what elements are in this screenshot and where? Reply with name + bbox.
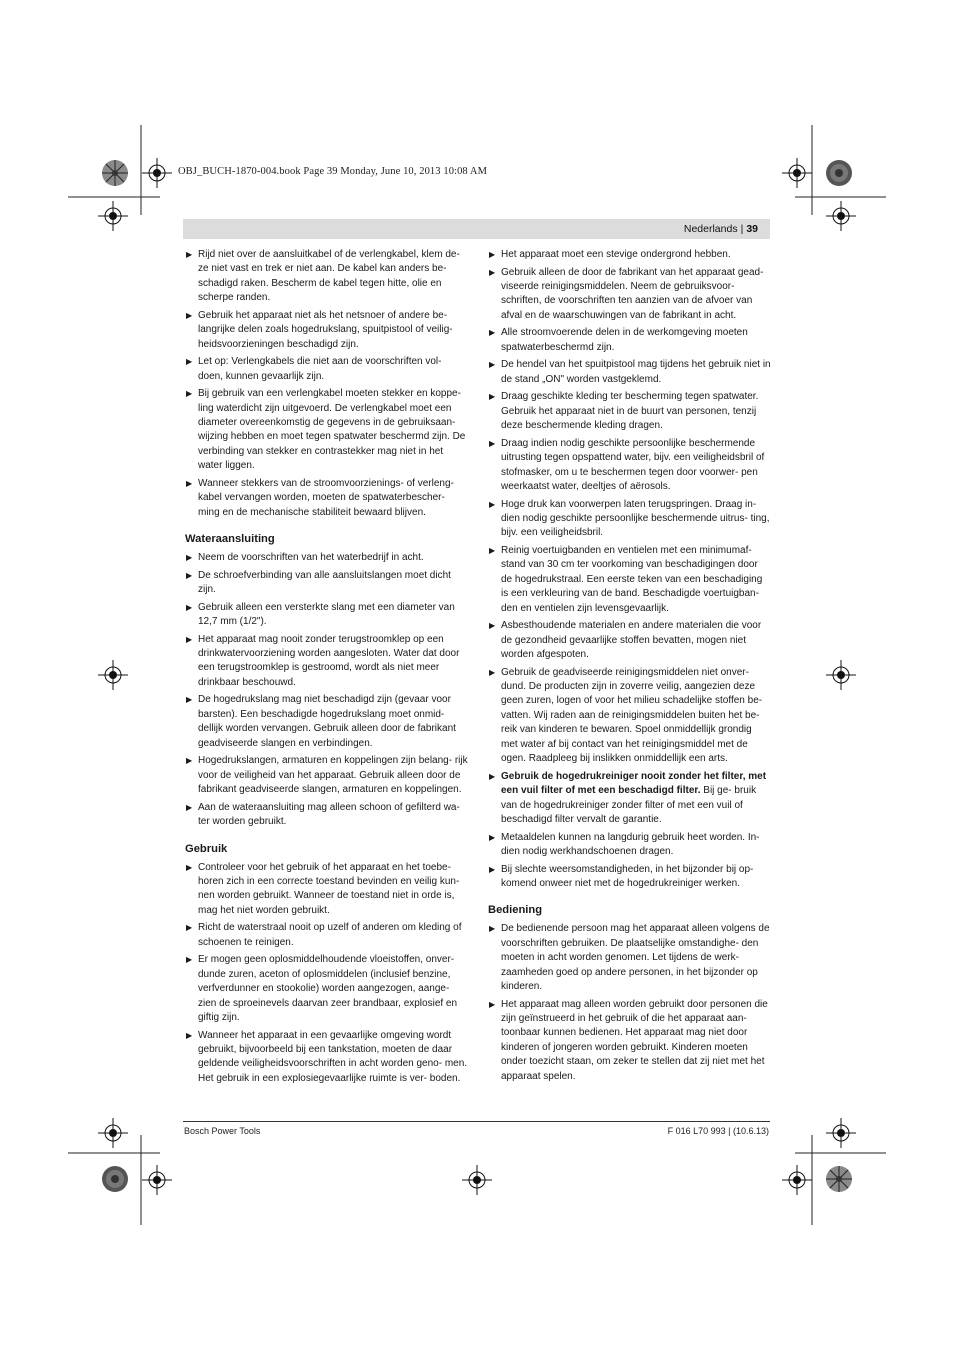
list-item [185,1029,468,1087]
bullet-triangle-icon: ▶ [489,499,496,509]
bullet-triangle-icon: ▶ [186,756,193,766]
list-item [185,953,468,1025]
header-separator: | [740,223,744,235]
list-item-text: Bij slechte weersomstandigheden, in het bijzonder bij op- komend onweer niet met de hogedrukreiniger werken. [501,863,754,889]
list-item [488,437,771,495]
list-item [185,248,468,306]
bullet-triangle-icon: ▶ [489,392,496,402]
bullet-triangle-icon: ▶ [186,1030,193,1040]
list-item-text: Wanneer het apparaat in een gevaarlijke omgeving wordt gebruikt, bijvoorbeeld bij een tankstation, moeten de daar geldende veiligheidsvoorschriften in acht worden geno- men. Het gebruik in een explosiegevaarlijke ruimte is ver- boden. [198,1029,468,1084]
list-item [488,998,771,1084]
registration-target-icon [142,158,172,188]
list-item-text: De schroefverbinding van alle aansluitslangen moet dicht zijn. [198,569,451,596]
bullet-triangle-icon: ▶ [489,328,496,338]
list-item-text: Asbesthoudende materialen en andere materialen die voor de gezondheid gevaarlijke stoffen bevatten, mogen niet worden afgespoten. [501,620,762,661]
bullet-triangle-icon: ▶ [489,250,496,259]
bullet-triangle-icon: ▶ [186,862,193,872]
section-title-bediening: Bediening [488,904,543,917]
list-item [488,326,771,355]
list-item-text: Metaaldelen kunnen na langdurig gebruik heet worden. In- dien nodig werkhandschoenen dragen. [501,831,760,857]
bullet-triangle-icon: ▶ [186,923,193,933]
list-item-text: Gebruik het apparaat niet als het netsnoer of andere be- langrijke delen zoals hogedrukslang, spuitpistool of veilig- heidsvoorzieningen beschadigd zijn. [198,309,453,350]
list-item-text: De hendel van het spuitpistool mag tijdens het gebruik niet in de stand „ON" worden vastgeklemd. [501,359,771,385]
list-item-text: Alle stroomvoerende delen in de werkomgeving moeten spatwaterbeschermd zijn. [501,327,748,353]
bullet-triangle-icon: ▶ [186,802,193,812]
page-number: 39 [746,223,758,235]
list-item [185,601,468,630]
bullet-triangle-icon: ▶ [186,602,193,612]
list-item-text: Rijd niet over de aansluitkabel of de verlengkabel, klem de- ze niet vast en trek er niet aan. De kabel kan anders be- schadigd raken. Bescherm de kabel tegen hitte, olie en scherpe randen. [198,249,460,304]
list-item-text: Bij gebruik van een verlengkabel moeten stekker en koppe- ling waterdicht zijn uitgevoerd. De verlengkabel moet een diameter overeenkomstig de gegevens in de gebruiksaan- wijzing hebben en moet tegen spatwater beschermd zijn. De verbinding van stekker en contrastekker mag niet in het water liggen. [198,388,466,472]
registration-target-icon [826,201,856,231]
bullet-triangle-icon: ▶ [186,553,193,563]
list-item-text: Het apparaat moet een stevige ondergrond hebben. [501,249,731,260]
registration-target-icon [98,660,128,690]
bullet-triangle-icon: ▶ [186,478,193,488]
registration-target-icon [98,1118,128,1148]
bullet-triangle-icon: ▶ [489,864,496,874]
list-item-text: Het apparaat mag nooit zonder terugstroomklep op een drinkwatervoorziening worden aangesloten. Water dat door een terugstroomklep is gestroomd, wordt als niet meer drinkbaar beschouwd. [198,633,460,688]
list-item [488,544,771,616]
list-item-text: Draag indien nodig geschikte persoonlijke beschermende uitrusting tegen opspattend water, bijv. een veiligheidsbril of stofmasker, om u te beschermen tegen door voorwer- pen weerkaatst water, deeltjes of aërosols. [501,437,765,493]
left-column [185,248,468,1089]
bullet-triangle-icon: ▶ [186,695,193,705]
water-bullet-list [185,551,468,829]
bullet-triangle-icon: ▶ [489,999,496,1009]
list-item-text: Hogedrukslangen, armaturen en koppelingen zijn belang- rijk voor de veiligheid van het apparaat. Gebruik alleen door de fabrikant geadviseerde slangen, armaturen en koppelingen. [198,755,468,796]
list-item [185,355,468,384]
list-item-filter-warning [488,770,771,828]
registration-target-icon [826,1118,856,1148]
list-item-text: Draag geschikte kleding ter bescherming tegen spatwater. Gebruik het apparaat niet in de buurt van personen, tenzij deze beschermende kleding dragen. [501,391,759,432]
calibration-wheel-icon [825,159,853,187]
registration-target-icon [142,1165,172,1195]
list-item-text: De bedienende persoon mag het apparaat alleen volgens de voorschriften gebruiken. De plaatselijke omstandighe- den moeten in acht worden genomen. Let tijdens de werk- zaamheden goed op andere personen, in het bijzonder op kinderen. [501,923,770,992]
footer-rule [183,1121,770,1122]
bullet-triangle-icon: ▶ [489,360,496,370]
list-item-text: Reinig voertuigbanden en ventielen met een minimumaf- stand van 30 cm ter voorkoming van beschadigingen door de hogedrukstraal. Een eerste teken van een beschadiging is een verkleuring van de band. Beschadigde voertuigban- den en ventielen zijn levensgevaarlijk. [501,545,763,614]
list-item [185,551,468,565]
section-title-gebruik: Gebruik [185,842,228,855]
list-item-text: Er mogen geen oplosmiddelhoudende vloeistoffen, onver- dunde zuren, aceton of oplosmiddelen (inclusief benzine, verfverdunner en stookolie) worden aangezogen, aange- zien de sproeinevels daarvan zeer brandbaar, explosief en giftig zijn. [198,954,458,1023]
list-item [488,358,771,387]
calibration-wheel-icon [101,159,129,187]
registration-target-icon [782,1165,812,1195]
list-item [488,498,771,541]
bullet-triangle-icon: ▶ [186,634,193,644]
list-item [488,266,771,324]
header-language: Nederlands [683,223,738,235]
bullet-triangle-icon: ▶ [186,570,193,580]
use-bullet-list [185,861,468,1087]
list-item-text: Gebruik alleen de door de fabrikant van het apparaat gead- viseerde reinigingsmiddelen. Neem de gebruiksvoor- schriften, de voorschriften ten aanzien van de afvoer van afval en de waarschuwingen van de fabrikant in acht. [501,266,764,321]
bullet-triangle-icon: ▶ [489,267,496,277]
list-item [488,390,771,433]
intro-bullet-list [185,248,468,520]
print-slug-line: OBJ_BUCH-1870-004.book Page 39 Monday, June 10, 2013 10:08 AM [178,166,488,177]
list-item-text: Gebruik alleen een versterkte slang met een diameter van 12,7 mm (1/2"). [198,601,455,628]
bullet-triangle-icon: ▶ [489,438,496,448]
operation-bullet-list [488,922,771,1084]
list-item-text: Controleer voor het gebruik of het apparaat en het toebe- horen zich in een correcte toestand bevinden en veilig kun- nen worden gebruikt. Wanneer de toestand niet in orde is, mag het niet worden gebruikt. [198,861,460,916]
general-bullet-list [488,248,771,891]
calibration-wheel-icon [825,1165,853,1193]
list-item-text: Let op: Verlengkabels die niet aan de voorschriften vol- doen, kunnen gevaarlijk zijn. [198,356,442,382]
list-item [185,921,468,950]
list-item [185,309,468,352]
bullet-triangle-icon: ▶ [186,357,193,367]
list-item [185,801,468,830]
registration-target-icon [782,158,812,188]
list-item [488,831,771,860]
right-column [488,248,771,1087]
bullet-triangle-icon: ▶ [489,621,496,631]
list-item [185,633,468,691]
bullet-triangle-icon: ▶ [489,667,496,677]
page-header [684,223,758,235]
list-item [185,754,468,797]
list-item-text: Wanneer stekkers van de stroomvoorzienings- of verleng- kabel vervangen worden, moeten de spatwaterbescher- ming en de mechanische stabiliteit bewaard blijven. [198,477,454,518]
registration-target-icon [98,201,128,231]
list-item-text: Het apparaat mag alleen worden gebruikt door personen die zijn geïnstrueerd in het gebruik of die het apparaat aan- toonbaar kunnen bedienen. Het apparaat mag niet door kinderen of jongeren worden gebruikt. Kinderen moeten onder toezicht staan, om zeker te stellen dat zij niet met het apparaat spelen. [501,998,768,1082]
bullet-triangle-icon: ▶ [186,955,193,965]
list-item [185,387,468,473]
list-item [488,666,771,767]
footer-publisher: Bosch Power Tools [184,1126,261,1136]
list-item-text: Richt de waterstraal nooit op uzelf of anderen om kleding of schoenen te reinigen. [198,922,462,948]
list-item [185,477,468,520]
list-item [185,861,468,919]
list-item-text: Neem de voorschriften van het waterbedrijf in acht. [198,552,424,564]
bullet-triangle-icon: ▶ [489,546,496,556]
list-item [488,863,771,892]
bullet-triangle-icon: ▶ [489,771,496,781]
list-item-text: Hoge druk kan voorwerpen laten terugspringen. Draag in- dien nodig geschikte persoonlijke beschermende uitrus- ting, bijv. een veiligheidsbril. [501,498,770,539]
list-item [488,248,771,262]
list-item [488,922,771,994]
list-item [488,619,771,662]
list-item [185,569,468,598]
calibration-wheel-icon [101,1165,129,1193]
filter-warning-bold: Gebruik de hogedrukreiniger nooit zonder het filter, met een vuil filter of met een beschadigd filter. [501,770,767,797]
list-item-text: De hogedrukslang mag niet beschadigd zijn (gevaar voor barsten). Een beschadigde hogedrukslang moet onmid- dellijk worden vervangen. Gebruik alleen door de fabrikant geadviseerde slangen en verbindingen. [198,694,456,749]
section-title-wateraansluiting: Wateraansluiting [185,533,275,546]
bullet-triangle-icon: ▶ [186,389,193,399]
bullet-triangle-icon: ▶ [489,924,496,934]
footer-document-code: F 016 L70 993 | (10.6.13) [667,1126,769,1136]
page-header-bar [183,219,770,239]
filter-warning-text: Bij ge- bruik van de hogedrukreiniger zonder filter of met een vuil of beschadigd filter vervalt de garantie. [501,785,757,825]
bullet-triangle-icon: ▶ [186,310,193,320]
list-item [185,693,468,751]
list-item-text: Gebruik de geadviseerde reinigingsmiddelen niet onver- dund. De producten zijn in zoverre veilig, aangezien deze geen zuren, logen of voor het milieu schadelijke stoffen be- vatten. Wij raden aan de reinigingsmiddelen buiten het be- reik van kinderen te bewaren. Spoel onmiddellijk grondig met water af bij contact van het reinigingsmiddel met de ogen. Raadpleeg bij inslikken onmiddellijk een arts. [501,666,763,765]
bullet-triangle-icon: ▶ [186,250,193,259]
bullet-triangle-icon: ▶ [489,832,496,842]
list-item-text: Aan de wateraansluiting mag alleen schoon of gefilterd wa- ter worden gebruikt. [198,801,460,828]
registration-target-icon [462,1165,492,1195]
registration-target-icon [826,660,856,690]
